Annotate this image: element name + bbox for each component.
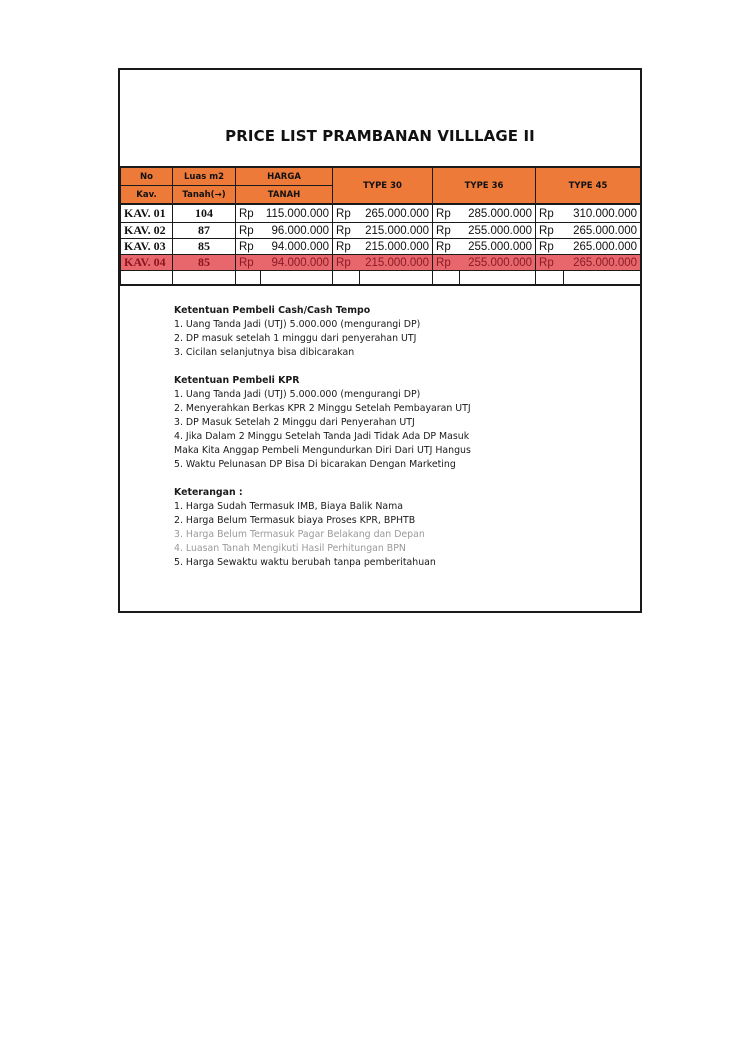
currency-cell: Rp <box>536 223 564 239</box>
tanah-price-cell: 94.000.000 <box>261 255 333 271</box>
section-heading: Ketentuan Pembeli KPR <box>174 375 300 386</box>
kav-cell: KAV. 02 <box>121 223 173 239</box>
note-line: 1. Harga Sudah Termasuk IMB, Biaya Balik Nama <box>174 501 404 512</box>
header-harga: HARGA <box>236 167 333 186</box>
terms-notes <box>174 304 614 584</box>
kav-cell: KAV. 01 <box>121 204 173 223</box>
header-luas: Luas m2 <box>173 167 236 186</box>
kav-cell: KAV. 04 <box>121 255 173 271</box>
type36-price-cell: 255.000.000 <box>460 223 536 239</box>
type45-price-cell: 265.000.000 <box>564 223 641 239</box>
currency-cell: Rp <box>236 255 261 271</box>
luas-cell: 85 <box>173 255 236 271</box>
table-row-empty <box>121 271 641 286</box>
table-header-row-1 <box>121 167 641 186</box>
section-cash-terms <box>174 304 614 360</box>
currency-cell: Rp <box>333 204 360 223</box>
term-line: 1. Uang Tanda Jadi (UTJ) 5.000.000 (mengurangi DP) <box>174 389 421 400</box>
table-row-highlighted <box>121 255 641 271</box>
type36-price-cell: 285.000.000 <box>460 204 536 223</box>
term-line: 5. Waktu Pelunasan DP Bisa Di bicarakan Dengan Marketing <box>174 459 456 470</box>
header-type45: TYPE 45 <box>536 167 641 204</box>
currency-cell: Rp <box>333 255 360 271</box>
currency-cell: Rp <box>433 239 460 255</box>
section-heading: Ketentuan Pembeli Cash/Cash Tempo <box>174 305 371 316</box>
currency-cell: Rp <box>536 239 564 255</box>
currency-cell: Rp <box>236 223 261 239</box>
term-line: 2. DP masuk setelah 1 minggu dari penyerahan UTJ <box>174 333 417 344</box>
page-title: PRICE LIST PRAMBANAN VILLLAGE II <box>225 127 535 145</box>
table-row <box>121 239 641 255</box>
type30-price-cell: 215.000.000 <box>360 223 433 239</box>
currency-cell: Rp <box>236 204 261 223</box>
luas-cell: 85 <box>173 239 236 255</box>
term-line: 4. Jika Dalam 2 Minggu Setelah Tanda Jadi Tidak Ada DP Masuk <box>174 431 470 442</box>
type30-price-cell: 215.000.000 <box>360 239 433 255</box>
price-table <box>120 166 641 286</box>
term-line: 1. Uang Tanda Jadi (UTJ) 5.000.000 (mengurangi DP) <box>174 319 421 330</box>
currency-cell: Rp <box>433 255 460 271</box>
type36-price-cell: 255.000.000 <box>460 255 536 271</box>
header-kav: Kav. <box>121 186 173 205</box>
term-line: 2. Menyerahkan Berkas KPR 2 Minggu Setelah Pembayaran UTJ <box>174 403 471 414</box>
tanah-price-cell: 96.000.000 <box>261 223 333 239</box>
section-heading: Keterangan : <box>174 487 243 498</box>
note-line: 3. Harga Belum Termasuk Pagar Belakang dan Depan <box>174 529 425 540</box>
section-notes <box>174 486 614 570</box>
section-kpr-terms <box>174 374 614 472</box>
note-line: 2. Harga Belum Termasuk biaya Proses KPR, BPHTB <box>174 515 416 526</box>
note-line: 4. Luasan Tanah Mengikuti Hasil Perhitungan BPN <box>174 543 406 554</box>
type45-price-cell: 265.000.000 <box>564 239 641 255</box>
type30-price-cell: 215.000.000 <box>360 255 433 271</box>
header-type36: TYPE 36 <box>433 167 536 204</box>
luas-cell: 104 <box>173 204 236 223</box>
type30-price-cell: 265.000.000 <box>360 204 433 223</box>
price-list-sheet <box>118 68 642 613</box>
table-row <box>121 223 641 239</box>
header-tanah-arrow: Tanah(→) <box>173 186 236 205</box>
currency-cell: Rp <box>333 239 360 255</box>
term-line: 3. DP Masuk Setelah 2 Minggu dari Penyerahan UTJ <box>174 417 415 428</box>
header-tanah: TANAH <box>236 186 333 205</box>
type45-price-cell: 310.000.000 <box>564 204 641 223</box>
note-line: 5. Harga Sewaktu waktu berubah tanpa pemberitahuan <box>174 557 436 568</box>
type36-price-cell: 255.000.000 <box>460 239 536 255</box>
currency-cell: Rp <box>433 223 460 239</box>
tanah-price-cell: 115.000.000 <box>261 204 333 223</box>
term-line: 3. Cicilan selanjutnya bisa dibicarakan <box>174 347 355 358</box>
currency-cell: Rp <box>433 204 460 223</box>
kav-cell: KAV. 03 <box>121 239 173 255</box>
type45-price-cell: 265.000.000 <box>564 255 641 271</box>
currency-cell: Rp <box>536 255 564 271</box>
luas-cell: 87 <box>173 223 236 239</box>
currency-cell: Rp <box>536 204 564 223</box>
header-type30: TYPE 30 <box>333 167 433 204</box>
currency-cell: Rp <box>333 223 360 239</box>
term-line: Maka Kita Anggap Pembeli Mengundurkan Diri Dari UTJ Hangus <box>174 445 471 456</box>
header-no: No <box>121 167 173 186</box>
tanah-price-cell: 94.000.000 <box>261 239 333 255</box>
table-row <box>121 204 641 223</box>
currency-cell: Rp <box>236 239 261 255</box>
